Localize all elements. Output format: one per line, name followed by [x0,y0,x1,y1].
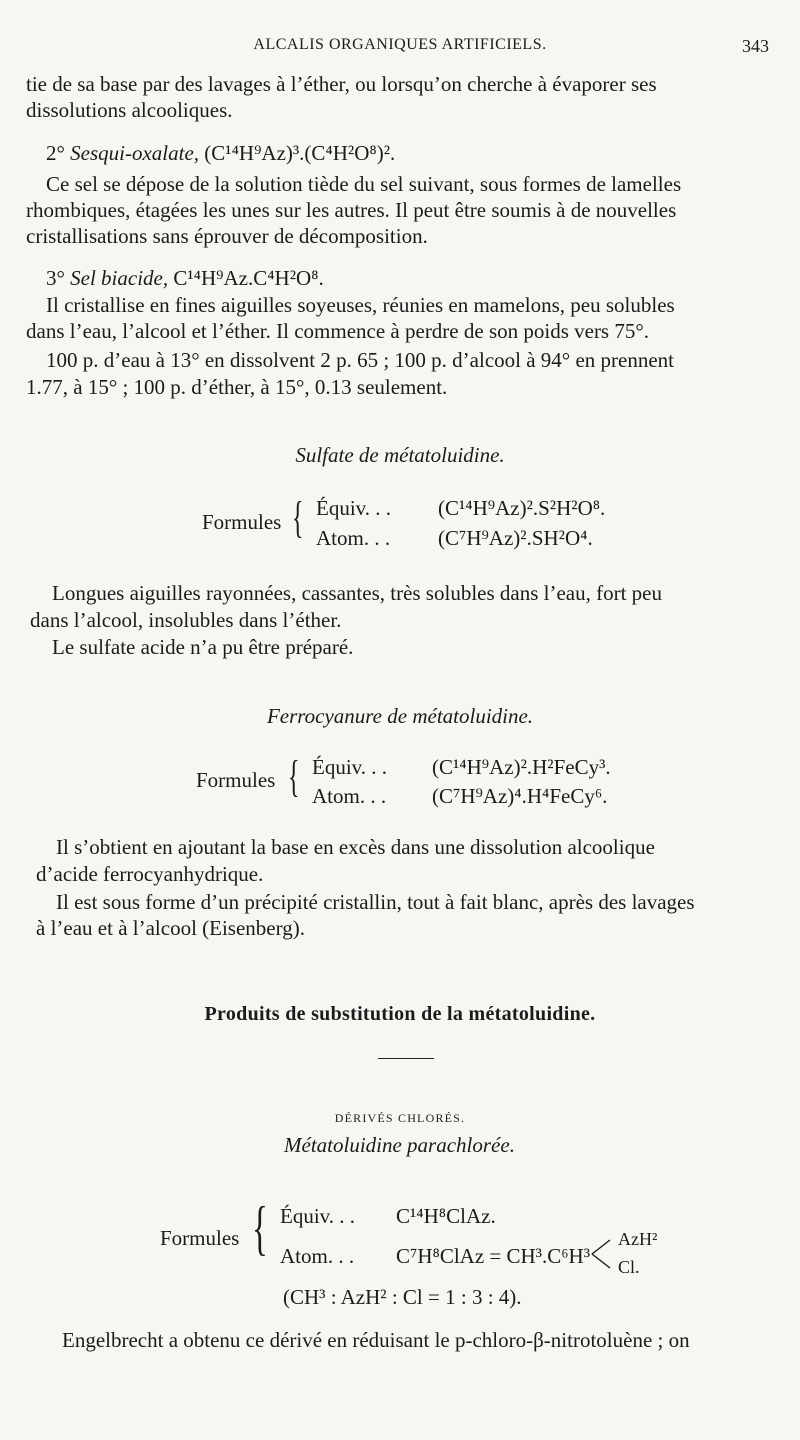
sulfate-atom-formula: (C⁷H⁹Az)².SH²O⁴. [438,526,593,550]
atom-label: Atom. . . [316,526,391,550]
text-line: Il est sous forme d’un précipité cristallin, tout à fait blanc, après des lavages [56,890,695,914]
ferro-equiv-formula: (C¹⁴H⁹Az)².H²FeCy³. [432,755,611,779]
para-equiv-formula: C¹⁴H⁸ClAz. [396,1204,496,1228]
salt-heading-sesqui [46,143,395,164]
atom-label: Atom. . . [280,1244,355,1268]
section-title-ferrocyanure: Ferrocyanure de métatoluidine. [266,704,534,728]
text-line: 100 p. d’eau à 13° en dissolvent 2 p. 65 ; 100 p. d’alcool à 94° en prennent [46,348,674,372]
text-line: Longues aiguilles rayonnées, cassantes, très solubles dans l’eau, fort peu [52,581,662,605]
sulfate-equiv-formula: (C¹⁴H⁹Az)².S²H²O⁸. [438,496,606,520]
text-line: à l’eau et à l’alcool (Eisenberg). [36,916,305,940]
text-line: Il cristallise en fines aiguilles soyeuses, réunies en mamelons, peu solubles [46,293,675,317]
brace: { [252,1195,268,1261]
equiv-label: Équiv. . . [316,496,392,520]
text-line: cristallisations sans éprouver de décomposition. [26,224,428,248]
atom-label: Atom. . . [312,784,387,808]
text-line: Le sulfate acide n’a pu être préparé. [52,635,354,659]
divider [378,1058,434,1059]
text-line: Il s’obtient en ajoutant la base en excès dans une dissolution alcoolique [56,835,655,859]
section-title-parachloree: Métatoluidine parachlorée. [284,1133,515,1157]
text-line: Ce sel se dépose de la solution tiède du sel suivant, sous formes de lamelles [46,172,682,196]
running-title: ALCALIS ORGANIQUES ARTIFICIELS. [253,36,547,53]
para-substituent-chlorine: Cl. [618,1257,640,1277]
text-line: d’acide ferrocyanhydrique. [36,862,264,886]
formula-label: Formules [160,1226,240,1250]
section-title-substitution: Produits de substitution de la métatoluidine. [204,1003,596,1025]
item-number: 3° [46,266,65,290]
text-line: dissolutions alcooliques. [26,98,233,122]
formula-label: Formules [196,768,276,792]
salt-heading-biacide [46,268,324,289]
text-line: 1.77, à 15° ; 100 p. d’éther, à 15°, 0.13 seulement. [26,375,448,399]
text-line: dans l’eau, l’alcool et l’éther. Il commence à perdre de son poids vers 75°. [26,319,650,343]
item-number: 2° [46,141,65,165]
salt-formula: (C¹⁴H⁹Az)³.(C⁴H²O⁸)². [204,141,396,165]
para-atom-formula: C⁷H⁸ClAz = CH³.C⁶H³ [396,1244,590,1268]
ferro-atom-formula: (C⁷H⁹Az)⁴.H⁴FeCy⁶. [432,784,608,808]
salt-name: Sesqui-oxalate, [70,141,200,165]
salt-formula: C¹⁴H⁹Az.C⁴H²O⁸. [173,266,324,290]
subsection-title-chlores: DÉRIVÉS CHLORÉS. [334,1111,466,1125]
formula-label: Formules [202,510,282,534]
equiv-label: Équiv. . . [312,755,388,779]
equiv-label: Équiv. . . [280,1204,356,1228]
text-line: dans l’alcool, insolubles dans l’éther. [30,608,342,632]
brace: { [292,493,304,542]
text-line: rhombiques, étagées les unes sur les autres. Il peut être soumis à de nouvelles [26,198,677,222]
para-substituent-amine: AzH² [618,1229,658,1249]
page-number: 343 [742,36,769,56]
section-title-sulfate: Sulfate de métatoluidine. [295,443,505,467]
text-line: Engelbrecht a obtenu ce dérivé en réduisant le p-chloro-β-nitrotoluène ; on [62,1328,690,1352]
salt-name: Sel biacide, [70,266,169,290]
para-positions: (CH³ : AzH² : Cl = 1 : 3 : 4). [283,1285,522,1309]
brace: { [288,752,300,801]
branch-lines [590,1236,614,1272]
text-line: tie de sa base par des lavages à l’éther, ou lorsqu’on cherche à évaporer ses [26,72,657,96]
